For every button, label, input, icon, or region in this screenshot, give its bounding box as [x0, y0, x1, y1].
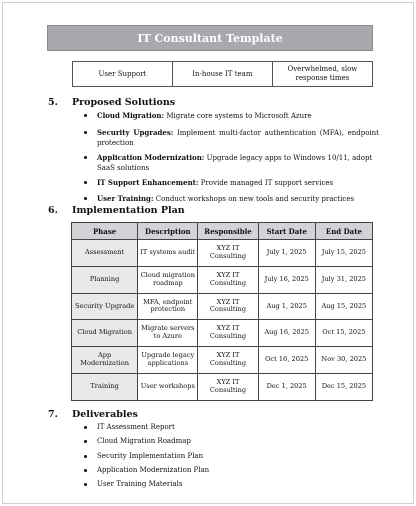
list-item: Application Modernization Plan: [83, 466, 379, 475]
section-title: Proposed Solutions: [72, 97, 176, 108]
section-number: 6.: [48, 205, 58, 216]
table-row: [72, 266, 373, 293]
table-row: [72, 320, 373, 347]
list-item: [83, 128, 379, 148]
table-cell: Cloud migration roadmap: [138, 266, 198, 293]
item-label: Cloud Migration:: [97, 111, 165, 120]
table-cell: Aug 1, 2025: [258, 293, 315, 320]
table-cell: Planning: [72, 266, 138, 293]
item-text: Migrate core systems to Microsoft Azure: [164, 112, 312, 120]
list-item: IT Assessment Report: [83, 423, 379, 432]
column-header: End Date: [315, 223, 372, 240]
table-cell: Dec 1, 2025: [258, 373, 315, 400]
table-header-row: [72, 223, 373, 240]
item-text: Upgrade legacy apps to Windows 10/11, adopt SaaS solutions: [97, 154, 373, 172]
table-cell: Assessment: [72, 240, 138, 267]
item-text: Provide managed IT support services: [198, 179, 334, 188]
section-heading-plan: [48, 205, 185, 216]
list-item: [83, 178, 379, 188]
implementation-plan-table: [71, 222, 373, 401]
table-cell: Oct 16, 2025: [258, 347, 315, 374]
table-cell: MFA, endpoint protection: [138, 293, 198, 320]
table-cell: Aug 15, 2025: [315, 293, 372, 320]
column-header: Start Date: [258, 223, 315, 240]
list-item: [83, 153, 379, 173]
table-cell: In-house IT team: [172, 62, 272, 87]
table-cell: Overwhelmed, slow response times: [272, 62, 372, 87]
list-item: [83, 194, 379, 204]
item-label: Security Upgrades:: [97, 128, 174, 138]
list-item: Cloud Migration Roadmap: [83, 437, 379, 446]
table-cell: Training: [72, 373, 138, 400]
column-header: Phase: [72, 223, 138, 240]
table-cell: Security Upgrade: [72, 293, 138, 320]
list-item: [83, 111, 379, 121]
table-row: [72, 373, 373, 400]
table-cell: XYZ IT Consulting: [198, 266, 258, 293]
section-number: 7.: [48, 409, 58, 420]
table-cell: XYZ IT Consulting: [198, 373, 258, 400]
table-row: [72, 347, 373, 374]
table-cell: Nov 30, 2025: [315, 347, 372, 374]
item-text: Implement multi-factor authentication (MFA), endpoint protection: [97, 129, 379, 147]
item-label: User Training:: [97, 193, 154, 203]
list-item: User Training Materials: [83, 480, 379, 489]
section-title: Deliverables: [72, 409, 138, 420]
deliverables-list: [83, 423, 379, 489]
current-state-table: [72, 61, 373, 87]
table-cell: User Support: [73, 62, 173, 87]
document-page: [2, 2, 414, 504]
document-title: IT Consultant Template: [47, 25, 373, 51]
table-cell: XYZ IT Consulting: [198, 240, 258, 267]
table-cell: Cloud Migration: [72, 320, 138, 347]
table-cell: Aug 16, 2025: [258, 320, 315, 347]
section-heading-deliverables: [48, 409, 138, 420]
table-cell: XYZ IT Consulting: [198, 293, 258, 320]
column-header: Description: [138, 223, 198, 240]
list-item: Security Implementation Plan: [83, 452, 379, 461]
table-cell: XYZ IT Consulting: [198, 347, 258, 374]
table-cell: July 1, 2025: [258, 240, 315, 267]
table-cell: Migrate servers to Azure: [138, 320, 198, 347]
table-cell: User workshops: [138, 373, 198, 400]
table-cell: XYZ IT Consulting: [198, 320, 258, 347]
item-label: IT Support Enhancement:: [97, 178, 199, 188]
table-cell: Dec 15, 2025: [315, 373, 372, 400]
table-row: [73, 62, 373, 87]
proposed-solutions-list: [83, 111, 379, 204]
table-cell: July 15, 2025: [315, 240, 372, 267]
table-cell: IT systems audit: [138, 240, 198, 267]
column-header: Responsible: [198, 223, 258, 240]
section-heading-proposed: [48, 97, 175, 108]
table-cell: July 16, 2025: [258, 266, 315, 293]
item-text: Conduct workshops on new tools and security practices: [153, 194, 355, 203]
table-cell: App Modernization: [72, 347, 138, 374]
item-label: Application Modernization:: [97, 153, 205, 163]
table-cell: Oct 15, 2025: [315, 320, 372, 347]
table-cell: July 31, 2025: [315, 266, 372, 293]
section-number: 5.: [48, 97, 58, 108]
table-row: [72, 293, 373, 320]
table-cell: Upgrade legacy applications: [138, 347, 198, 374]
table-row: [72, 240, 373, 267]
section-title: Implementation Plan: [72, 205, 185, 216]
